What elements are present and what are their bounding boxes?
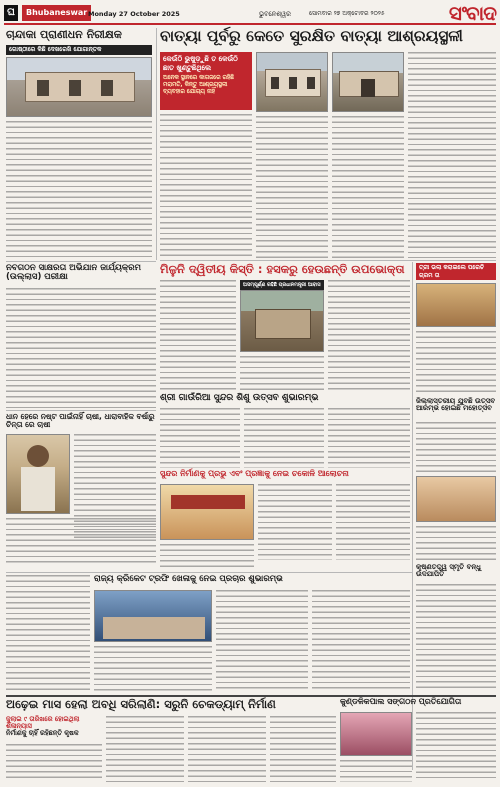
bottom-subhead-2: ନିର୍ମାଣକୁ ଚାହିଁ ରହିଛନ୍ତି କୃଷକ: [6, 729, 79, 737]
bottom-body-1: [6, 744, 102, 782]
bottom-body-3: [188, 716, 266, 782]
left-top-subhead: ଗୋଷ୍ଠୀରେ କିଛି ଦେଖରେଖି ଯୋଗାନ୍ତକ: [6, 45, 152, 55]
house-photo: [240, 290, 324, 352]
left-mid-body: [6, 288, 156, 408]
right-item3-body: [416, 584, 496, 692]
right-item2-title: ଜିଲ୍ଲାସ୍ତରୀୟ ଯୁବଛି ଉତ୍ସବ ଆରମ୍ଭ ହୋଇଛି ମହୋତ୍ସବ: [416, 397, 496, 413]
date-label: Monday 27 October 2025: [88, 10, 180, 18]
bottom-body-4: [270, 716, 336, 782]
lead-highlight-box: [160, 52, 252, 110]
lead-headline: ବାତ୍ୟା ପୂର୍ବରୁ କେତେ ସୁରକ୍ଷିତ ବାତ୍ୟା ଆଶ୍ରୟସ୍ଥଳୀ: [160, 27, 463, 45]
bottom-right-body-2: [416, 712, 496, 782]
right-item1-body: [416, 331, 496, 395]
left-low-headline: ଧାନ ହେରେ ନଷ୍ଟ ପାଇଁନାହିଁ ଚାଷୀ, ଧାରାବାହିକ ବର୍ଷାରୁ ଚିନ୍ତା ରେ ଚାଷୀ: [6, 412, 155, 429]
left-top-headline: ଚାନ୍ଦାକା ପ୍ରାଣୀଧନ ନିରୀକ୍ଷକ: [6, 28, 122, 41]
left-low-body-2: [6, 518, 156, 566]
building-photo: [6, 57, 152, 117]
shelter-photo-2: [332, 52, 404, 112]
section-two-body-2: [240, 356, 324, 390]
newspaper-logo: ସଂବାଦ: [448, 1, 496, 25]
section-two-body-1: [160, 280, 236, 390]
page-number: ଘ: [4, 5, 18, 21]
lead-body-col4: [408, 52, 496, 258]
cricket-event-photo: [94, 590, 212, 642]
section-two-caption: ଅସମ୍ପୂର୍ଣ୍ଣ ରହିଛି ପ୍ରଧାନମନ୍ତ୍ରୀ ଆବାସ: [240, 280, 324, 290]
center-low-body-3: [312, 590, 410, 692]
bottom-right-body-1: [340, 760, 412, 782]
center-low-headline: ରାଜ୍ୟ କ୍ରିକେଟ ଟ୍ରଫି ଖେଳାକୁ ନେଇ ପ୍ରଚାର ଶୁଭାରମ୍ଭ: [94, 574, 283, 584]
shelter-photo: [256, 52, 328, 112]
right-item2-photo: [416, 476, 496, 522]
right-item2-body: [416, 422, 496, 472]
edition-date-odia: ସୋମବାର ୨୭ ଅକ୍ଟୋବର ୨୦୨୫: [309, 10, 385, 17]
bottom-right-headline: କୁଣ୍ଡଳିକପାଲ ସଙ୍ଗଠନ ପ୍ରତିଯୋଗିତା: [340, 697, 462, 706]
center-mid-body-3: [328, 408, 410, 468]
right-item1-title: ତ୍ରୀ ଭଲା କରାଇଲେ ପରେଚି ଗ୍ରମ ତା: [416, 263, 496, 280]
farmer-photo: [6, 434, 70, 514]
right-item1-photo: [416, 283, 496, 327]
center-low-body-1: [94, 646, 212, 692]
right-item2-body-2: [416, 526, 496, 560]
bottom-body-2: [106, 716, 184, 782]
section-two-headline: ମିଳୁନି ଦ୍ୱିତୀୟ କିସ୍ତି : ହସକରୁ ହେଉଛନ୍ତି ଉପଭୋକ୍ତା: [160, 262, 405, 276]
bottom-subhead: ଜୁଲାଇ ୯ ତାରିଖରେ ହୋଇଥିଲା ଶିଳାନ୍ୟାସ: [6, 715, 80, 730]
left-top-body: [6, 121, 152, 257]
center-low-body-2: [216, 590, 308, 692]
city-label: Bhubaneswar: [22, 5, 91, 21]
lead-box-sub: ଅନେକ ସ୍ଥାନରେ କାଗଜରେ ରହିଛି ମରାମତି, କିନ୍ତୁ ଆଶ୍ରୟସ୍ଥଳୀ ବ୍ୟବହାର ଯୋଗ୍ୟ ନାହିଁ: [163, 75, 234, 95]
center-mid-headline: ଶ୍ରୀ ଗାଉଁରିଆ ସୁନ୍ଦର ଶିଶୁ ଉତ୍ସବ ଶୁଭାରମ୍ଭ: [160, 393, 319, 403]
center-mid-body-5: [336, 484, 410, 560]
lead-body-col2: [256, 116, 328, 258]
section-two-body-3: [328, 280, 410, 390]
center-mid-body-4: [258, 484, 332, 560]
lead-body-col3: [332, 116, 404, 258]
city-odia-label: ଭୁବନେଶ୍ୱର: [259, 10, 291, 18]
bottom-right-photo: [340, 712, 412, 756]
center-mid-body-2: [244, 408, 324, 468]
event-photo: [160, 484, 254, 540]
lead-box-title: କେଉଁଠି ଭୁଷୁଡ଼ୁଛି ତ କେଉଁଠି ଛାତ ଖୁଣ୍ଟୁଛିଥିଲେ: [163, 55, 238, 72]
bottom-headline: ଅଢ଼େଇ ମାସ ହେଲା ଅବଧି ସରିଲାଣି: ସରୁନି ଚେକଡ୍ୟାମ୍ ନିର୍ମାଣ: [6, 697, 276, 711]
center-low-body-left: [6, 575, 90, 693]
center-mid-banner: ସୁନ୍ଦର ନିର୍ମାଣକୁ ପ୍ରଭୁ ଏବଂ ପ୍ରଜ୍ଞାକୁ ନେଇ ଚକୋଳି ଆଲୋଚନା: [160, 469, 349, 478]
left-mid-headline: ନବଗଠନ ସାକ୍ଷରତା ଅଭିଯାନ ଜାର୍ଯ୍ୟକ୍ରମ (ଉଲ୍ଲାସ) ପରୀକ୍ଷା: [6, 263, 141, 282]
lead-body-col1: [160, 114, 252, 258]
center-mid-body-6: [160, 544, 254, 570]
masthead: [4, 3, 496, 25]
right-item3-title: କୃଷ୍ଣତତ୍ତ୍ୱ ସ୍ମୃତି ବନ୍ଧୁ ଉଦଯାପିତ: [416, 563, 481, 579]
center-mid-body-1: [160, 408, 240, 468]
